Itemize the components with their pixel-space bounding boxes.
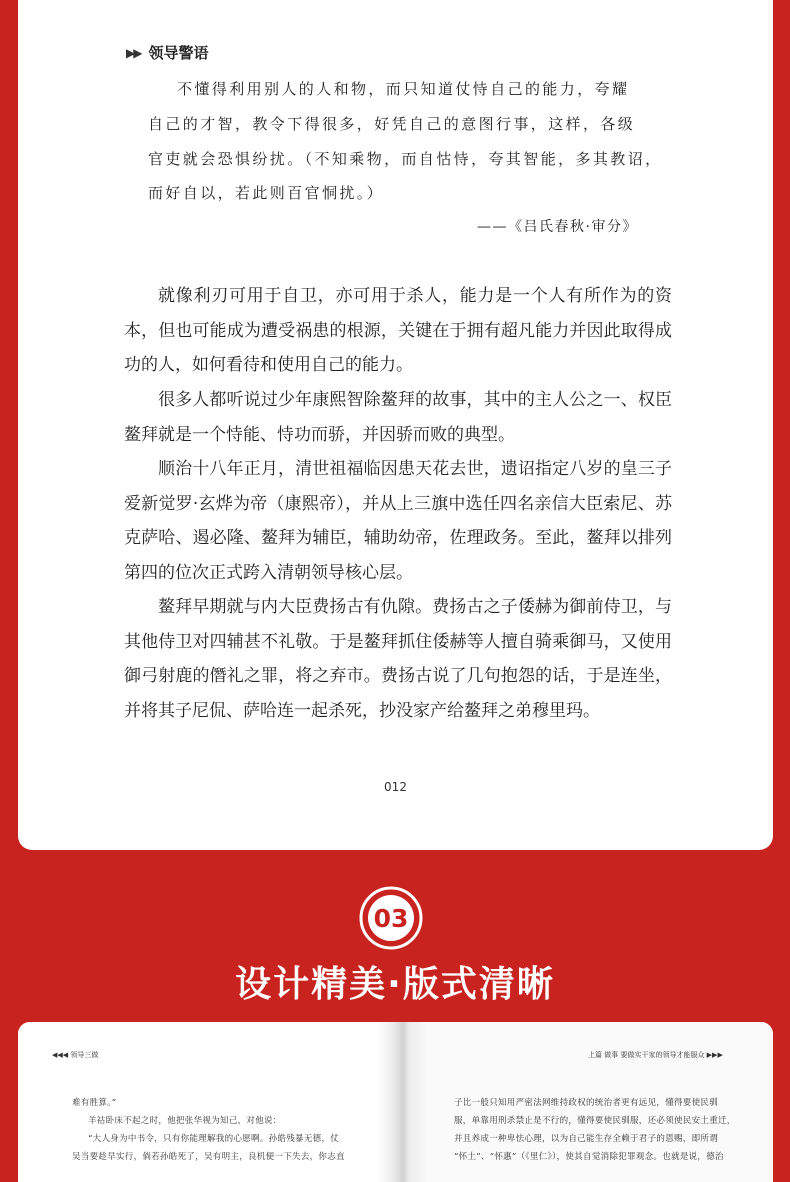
page-number: 012 [384, 780, 407, 794]
body-paragraph: 鳌拜早期就与内大臣费扬古有仇隙。费扬古之子倭赫为御前侍卫，与其他侍卫对四辅甚不礼敬。于是鳌拜抓住倭赫等人擅自骑乘御马，又使用御弓射鹿的僭礼之罪，将之弃市。费扬古说了几句抱怨的话，于是连坐，并将其子尼侃、萨哈连一起杀死，抄没家产给鳌拜之弟穆里玛。 [124, 597, 672, 721]
body-paragraph: 顺治十八年正月，清世祖福临因患天花去世，遗诏指定八岁的皇三子爱新觉罗·玄烨为帝（康熙帝），并从上三旗中选任四名亲信大臣索尼、苏克萨哈、遏必隆、鳌拜为辅臣，辅助幼帝，佐理政务。至此，鳌拜以排列第四的位次正式跨入清朝领导核心层。 [124, 459, 672, 583]
quote-line: 而好自以，若此则百官恫扰。） [148, 184, 385, 202]
quote-line: 不懂得利用别人的人和物，而只知道仗恃自己的能力，夸耀 [177, 80, 630, 98]
left-page [18, 1022, 396, 1182]
double-arrow-icon: ▶▶ [126, 45, 141, 60]
badge-number: 03 [373, 904, 409, 933]
right-running-header: 上篇 做事 要做实干家的领导才能服众 ▶▶▶ [588, 1051, 723, 1059]
text-line: 子比一般只知用严密法网维持政权的统治者更有远见，懂得要使民驯 [454, 1098, 719, 1108]
text-line: 服，单靠用刑杀禁止是不行的，懂得要使民驯服，还必须使民安土重迁， [454, 1116, 736, 1126]
book-preview [18, 1022, 773, 1182]
book-gutter-shadow [378, 1022, 428, 1182]
right-page [396, 1022, 773, 1182]
left-running-header: ◀◀◀ 领导三做 [52, 1051, 99, 1059]
text-line: 并且养成一种卑怯心理，以为自己能生存全赖于君子的恩赐，即所谓 [454, 1134, 719, 1144]
book-page-spread [18, 0, 773, 850]
text-line: “怀土”、“怀惠”（《里仁》），使其自觉消除犯罪观念。也就是说，德治 [454, 1152, 724, 1162]
quote-line: 自己的才智，教令下得很多，好凭自己的意图行事，这样，各级 [148, 115, 636, 133]
text-line: “大人身为中书令，只有你能理解我的心愿啊。孙皓残暴无德，仗 [88, 1134, 340, 1144]
number-badge-icon [353, 880, 429, 956]
section-title [126, 42, 208, 63]
text-line: 难有胜算。” [72, 1098, 117, 1108]
text-line: 吴当要趁早实行，倘若孙皓死了，吴有明主，良机便一下失去，你志直 [72, 1152, 345, 1162]
quote-line: 官吏就会恐惧纷扰。（不知乘物，而自怙恃，夸其智能，多其教诏， [148, 150, 663, 168]
section-title-text: 领导警语 [148, 44, 209, 62]
quote-attribution: ——《吕氏春秋·审分》 [477, 219, 638, 235]
body-paragraph: 就像利刃可用于自卫，亦可用于杀人，能力是一个人有所作为的资本，但也可能成为遭受祸患的根源，关键在于拥有超凡能力并因此取得成功的人，如何看待和使用自己的能力。 [124, 286, 672, 375]
body-paragraph: 很多人都听说过少年康熙智除鳌拜的故事，其中的主人公之一、权臣鳌拜就是一个恃能、恃功而骄，并因骄而败的典型。 [124, 390, 672, 445]
feature-heading: 设计精美·版式清晰 [235, 964, 555, 1005]
text-line: 羊祜卧床不起之时，他把张华视为知己，对他说： [88, 1116, 282, 1126]
